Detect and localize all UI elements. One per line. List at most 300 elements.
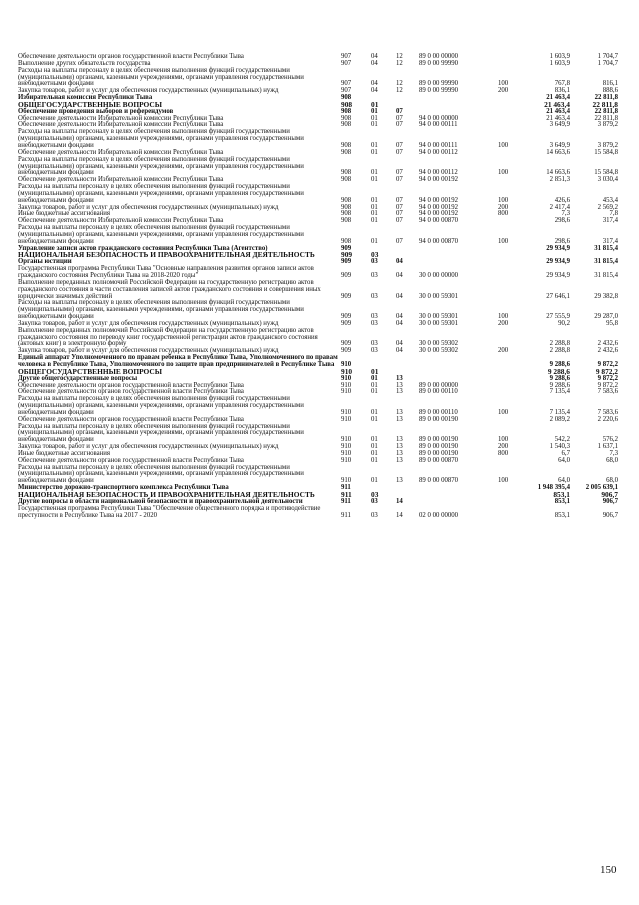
row-amount-year1: 853,1: [554, 511, 570, 519]
row-name: Выполнение переданных полномочий Российской Федерации на государственную регистрацию актов гражданского состояния по переводу книг государственной регистрации актов гражданского состояния (актовых книг) в электронную форму: [18, 326, 318, 348]
row-name: Обеспечение деятельности Избирательной комиссии Республики Тыва: [18, 148, 224, 156]
row-target-article: 94 0 00 00111: [419, 141, 458, 149]
row-admin-code: 908: [341, 148, 352, 156]
row-amount-year2: 7,3: [609, 449, 618, 457]
row-subsection: 13: [396, 408, 403, 416]
row-name: Закупка товаров, работ и услуг для обеспечения государственных (муниципальных) нужд: [18, 203, 279, 211]
row-expense-type: 100: [498, 477, 509, 485]
row-amount-year2: 3 879,2: [597, 121, 618, 129]
row-section: 03: [371, 340, 378, 348]
row-name: Избирательная комиссия Республики Тыва: [18, 94, 153, 102]
table-row: [18, 424, 618, 445]
row-subsection: 13: [396, 436, 403, 444]
row-name: Другие вопросы в области национальной безопасности и правоохранительной деятельности: [18, 497, 303, 505]
row-target-article: 30 0 00 59301: [419, 319, 459, 327]
row-admin-code: 909: [341, 250, 353, 260]
row-amount-year1: 9 288,6: [547, 366, 570, 376]
row-section: 03: [371, 319, 378, 327]
row-subsection: 07: [396, 196, 403, 204]
row-amount-year1: 853,1: [554, 497, 570, 505]
row-amount-year2: 317,4: [602, 217, 618, 225]
row-admin-code: 909: [341, 258, 352, 266]
row-amount-year1: 1 948 395,4: [537, 484, 570, 492]
row-subsection: 07: [396, 107, 403, 115]
row-amount-year1: 21 463,4: [546, 94, 570, 102]
row-target-article: 94 0 00 00870: [419, 217, 459, 225]
row-section: 03: [371, 292, 378, 300]
row-name: Обеспечение деятельности органов государственной власти Республики Тыва: [18, 381, 244, 389]
row-amount-year2: 9 872,2: [597, 381, 618, 389]
row-amount-year1: 298,6: [554, 217, 570, 225]
row-section: 01: [371, 114, 378, 122]
row-section: 04: [371, 80, 378, 88]
row-amount-year1: 29 934,9: [546, 258, 570, 266]
row-admin-code: 907: [341, 87, 352, 95]
row-subsection: 12: [396, 87, 403, 95]
row-admin-code: 907: [341, 80, 352, 88]
row-target-article: 89 0 00 00000: [419, 53, 459, 60]
row-name: Выполнение переданных полномочий Российской Федерации на государственную регистрацию актов гражданского состояния в части составления записей актов гражданского состояния и совершения иных юридически значимых действий: [18, 278, 321, 300]
row-amount-year2: 2 220,6: [597, 415, 618, 423]
row-expense-type: 100: [498, 141, 509, 149]
row-subsection: 12: [396, 53, 403, 60]
row-amount-year1: 2 288,8: [549, 340, 570, 348]
row-expense-type: 200: [498, 319, 509, 327]
row-target-article: 30 0 00 59302: [419, 347, 459, 355]
row-amount-year1: 853,1: [553, 490, 570, 499]
row-name: Обеспечение деятельности Избирательной комиссии Республики Тыва: [18, 176, 224, 184]
row-admin-code: 908: [341, 210, 352, 218]
row-name: Управление записи актов гражданского состояния Республики Тыва (Агентство): [18, 244, 268, 252]
row-name: Обеспечение деятельности Избирательной комиссии Республики Тыва: [18, 121, 224, 129]
row-amount-year1: 298,6: [554, 237, 570, 245]
row-admin-code: 909: [341, 313, 352, 321]
row-amount-year2: 576,2: [602, 436, 618, 444]
row-amount-year2: 29 287,0: [594, 313, 618, 321]
row-admin-code: 908: [341, 217, 352, 225]
row-admin-code: 908: [341, 107, 352, 115]
table-row: [18, 328, 618, 349]
row-admin-code: 911: [341, 484, 351, 492]
row-admin-code: 909: [341, 347, 352, 355]
row-amount-year2: 3 030,4: [597, 176, 618, 184]
row-amount-year1: 2 417,4: [549, 203, 570, 211]
row-target-article: 30 0 00 59301: [419, 313, 459, 321]
row-name: Закупка товаров, работ и услуг для обеспечения государственных (муниципальных) нужд: [18, 87, 279, 95]
row-amount-year1: 6,7: [561, 449, 570, 457]
row-expense-type: 200: [498, 347, 509, 355]
row-amount-year2: 31 815,4: [594, 272, 618, 279]
row-section: 01: [371, 176, 378, 184]
row-admin-code: 908: [341, 237, 352, 245]
row-admin-code: 910: [341, 408, 352, 416]
table-row: [18, 506, 618, 520]
row-amount-year1: 29 934,9: [546, 272, 570, 279]
row-section: 01: [371, 415, 378, 423]
row-amount-year1: 64,0: [558, 477, 570, 485]
row-amount-year1: 27 555,9: [546, 313, 570, 321]
row-section: 01: [371, 217, 378, 225]
row-amount-year2: 888,6: [602, 87, 618, 95]
row-admin-code: 908: [341, 94, 352, 102]
row-admin-code: 908: [341, 114, 352, 122]
row-amount-year1: 7,3: [561, 210, 570, 218]
row-subsection: 07: [396, 114, 403, 122]
row-amount-year1: 21 463,4: [546, 107, 570, 115]
row-name: Обеспечение деятельности Избирательной комиссии Республики Тыва: [18, 217, 224, 225]
row-admin-code: 910: [341, 374, 352, 382]
row-admin-code: 911: [341, 490, 352, 499]
row-amount-year2: 7 583,6: [597, 408, 618, 416]
row-section: 03: [371, 511, 378, 519]
row-expense-type: 100: [498, 80, 509, 88]
row-target-article: 94 0 00 00192: [419, 210, 459, 218]
row-amount-year2: 7 583,6: [597, 388, 618, 396]
row-admin-code: 911: [341, 511, 351, 519]
row-name: Закупка товаров, работ и услуг для обеспечения государственных (муниципальных) нужд: [18, 319, 279, 327]
row-amount-year2: 9 872,2: [597, 374, 618, 382]
row-subsection: 07: [396, 210, 403, 218]
row-section: 01: [371, 366, 379, 376]
row-subsection: 07: [396, 237, 403, 245]
row-name: Расходы на выплаты персоналу в целях обеспечения выполнения функций государственными (муниципальными) органами, казенными учреждениями, органами управления государственными внебюджетными фондами: [18, 224, 304, 245]
row-admin-code: 911: [341, 497, 351, 505]
row-subsection: 07: [396, 121, 403, 129]
row-amount-year1: 767,8: [554, 80, 570, 88]
row-section: 03: [371, 250, 379, 260]
row-amount-year1: 9 288,6: [549, 381, 570, 389]
row-section: 01: [371, 408, 378, 416]
row-amount-year2: 68,0: [606, 456, 618, 464]
row-amount-year1: 29 934,9: [546, 244, 570, 252]
row-expense-type: 800: [498, 449, 509, 457]
row-amount-year1: 21 463,4: [546, 114, 570, 122]
row-subsection: 04: [396, 347, 403, 355]
row-admin-code: 910: [341, 443, 352, 451]
row-amount-year2: 3 879,2: [597, 141, 618, 149]
row-expense-type: 200: [498, 203, 509, 211]
row-name: Расходы на выплаты персоналу в целях обеспечения выполнения функций государственными (муниципальными) органами, казенными учреждениями, органами управления государственными внебюджетными фондами: [18, 422, 304, 444]
row-amount-year1: 542,2: [554, 436, 570, 444]
row-subsection: 13: [396, 443, 403, 451]
row-subsection: 04: [396, 319, 403, 327]
row-subsection: 14: [396, 511, 403, 519]
table-row: [18, 68, 618, 89]
row-admin-code: 908: [341, 176, 352, 184]
row-subsection: 04: [396, 340, 403, 348]
row-name: Обеспечение проведения выборов и референдумов: [18, 107, 174, 115]
row-name: Закупка товаров, работ и услуг для обеспечения государственных (муниципальных) нужд: [18, 347, 279, 355]
row-amount-year2: 906,7: [601, 490, 618, 499]
row-amount-year1: 21 463,4: [544, 99, 570, 109]
budget-table: [18, 54, 618, 519]
row-target-article: 89 0 00 00870: [419, 477, 459, 485]
row-amount-year1: 3 649,9: [549, 141, 570, 149]
row-section: 01: [371, 436, 378, 444]
row-admin-code: 908: [341, 169, 352, 177]
row-amount-year2: 2 432,6: [597, 347, 618, 355]
row-section: 04: [371, 87, 378, 95]
row-subsection: 13: [396, 477, 403, 485]
row-amount-year2: 22 811,8: [592, 99, 618, 109]
row-name: Иные бюджетные ассигнования: [18, 210, 111, 218]
row-admin-code: 908: [341, 196, 352, 204]
row-section: 03: [371, 272, 378, 279]
row-admin-code: 909: [341, 319, 352, 327]
row-target-article: 89 0 00 99990: [419, 87, 459, 95]
row-name: Иные бюджетные ассигнования: [18, 449, 111, 457]
row-section: 01: [371, 381, 378, 389]
row-target-article: 89 0 00 00190: [419, 436, 459, 444]
row-expense-type: 800: [498, 210, 509, 218]
row-subsection: 13: [396, 456, 403, 464]
row-subsection: 04: [396, 258, 403, 266]
table-row: [18, 300, 618, 321]
row-expense-type: 200: [498, 443, 509, 451]
row-amount-year1: 3 649,9: [549, 121, 570, 129]
row-name: Расходы на выплаты персоналу в целях обеспечения выполнения функций государственными (муниципальными) органами, казенными учреждениями, органами управления государственными внебюджетными фондами: [18, 395, 304, 416]
row-subsection: 04: [396, 292, 403, 300]
row-amount-year2: 15 584,8: [594, 169, 618, 177]
row-name: Расходы на выплаты персоналу в целях обеспечения выполнения функций государственными (муниципальными) органами, казенными учреждениями, органами управления государственными внебюджетными фондами: [18, 128, 304, 149]
row-admin-code: 908: [341, 141, 352, 149]
row-amount-year2: 7,8: [609, 210, 618, 218]
row-amount-year2: 31 815,4: [594, 244, 618, 252]
table-row: [18, 396, 618, 417]
row-name: Министерство дорожно-транспортного комплекса Республики Тыва: [18, 484, 229, 492]
row-target-article: 94 0 00 00192: [419, 196, 459, 204]
row-admin-code: 909: [341, 272, 352, 279]
row-admin-code: 907: [341, 59, 352, 67]
row-target-article: 94 0 00 00192: [419, 203, 459, 211]
row-amount-year1: 2 851,3: [549, 176, 570, 184]
row-name: Выполнение других обязательств государства: [18, 59, 151, 67]
table-row: [18, 465, 618, 486]
row-admin-code: 908: [341, 121, 352, 129]
row-subsection: 13: [396, 374, 403, 382]
row-name: Обеспечение деятельности органов государственной власти Республики Тыва: [18, 415, 244, 423]
row-target-article: 89 0 00 00110: [419, 388, 458, 396]
row-amount-year2: 2 005 639,1: [585, 484, 618, 492]
row-subsection: 13: [396, 449, 403, 457]
row-amount-year2: 453,4: [602, 196, 618, 204]
row-amount-year1: 1 603,9: [549, 53, 570, 60]
row-section: 01: [371, 141, 378, 149]
table-row: [18, 129, 618, 150]
table-row: [18, 157, 618, 178]
row-section: 03: [371, 497, 378, 505]
row-target-article: 94 0 00 00111: [419, 121, 458, 129]
row-name: Расходы на выплаты персоналу в целях обеспечения выполнения функций государственными (муниципальными) органами, казенными учреждениями, органами управления государственными внебюджетными фондами: [18, 299, 304, 321]
row-section: 01: [371, 107, 378, 115]
row-subsection: 07: [396, 141, 403, 149]
row-target-article: 94 0 00 00000: [419, 114, 459, 122]
row-amount-year2: 9 872,2: [597, 360, 618, 368]
row-name: Обеспечение деятельности Избирательной комиссии Республики Тыва: [18, 114, 224, 122]
row-amount-year1: 2 288,8: [549, 347, 570, 355]
row-admin-code: 908: [341, 203, 352, 211]
row-section: 01: [371, 237, 378, 245]
table-row: [18, 225, 618, 246]
row-amount-year1: 426,6: [554, 196, 570, 204]
row-amount-year2: 15 584,8: [594, 148, 618, 156]
row-amount-year2: 906,7: [602, 497, 618, 505]
row-subsection: 07: [396, 169, 403, 177]
row-expense-type: 100: [498, 313, 509, 321]
row-target-article: 02 0 00 00000: [419, 511, 459, 519]
row-target-article: 30 0 00 59302: [419, 340, 459, 348]
row-target-article: 89 0 00 00870: [419, 456, 459, 464]
row-admin-code: 910: [341, 381, 352, 389]
row-target-article: 94 0 00 00112: [419, 148, 458, 156]
row-name: Государственная программа Республики Тыва "Основные направления развития органов записи актов гражданского состояния Республики Тыва на 2018-2020 годы": [18, 265, 314, 279]
row-name: НАЦИОНАЛЬНАЯ БЕЗОПАСНОСТЬ И ПРАВООХРАНИТЕЛЬНАЯ ДЕЯТЕЛЬНОСТЬ: [18, 490, 315, 499]
row-target-article: 30 0 00 59301: [419, 292, 459, 300]
row-subsection: 13: [396, 415, 403, 423]
row-name: НАЦИОНАЛЬНАЯ БЕЗОПАСНОСТЬ И ПРАВООХРАНИТЕЛЬНАЯ ДЕЯТЕЛЬНОСТЬ: [18, 250, 315, 260]
row-amount-year1: 9 288,6: [549, 374, 570, 382]
row-target-article: 89 0 00 00110: [419, 408, 458, 416]
row-section: 01: [371, 203, 378, 211]
row-name: ОБЩЕГОСУДАРСТВЕННЫЕ ВОПРОСЫ: [18, 99, 162, 109]
row-amount-year2: 1 704,7: [597, 53, 618, 60]
row-target-article: 89 0 00 00190: [419, 443, 459, 451]
row-name: Обеспечение деятельности органов государственной власти Республики Тыва: [18, 456, 244, 464]
row-admin-code: 909: [341, 244, 352, 252]
row-admin-code: 910: [341, 360, 352, 368]
table-row: [18, 184, 618, 205]
row-expense-type: 100: [498, 196, 509, 204]
row-amount-year2: 22 811,8: [594, 107, 618, 115]
row-section: 01: [371, 477, 378, 485]
row-section: 01: [371, 374, 378, 382]
row-admin-code: 910: [341, 449, 352, 457]
row-section: 03: [371, 313, 378, 321]
row-name: Обеспечение деятельности органов государственной власти Республики Тыва: [18, 388, 244, 396]
table-row: [18, 280, 618, 301]
row-section: 01: [371, 169, 378, 177]
row-admin-code: 910: [341, 477, 352, 485]
row-section: 01: [371, 443, 378, 451]
row-section: 01: [371, 449, 378, 457]
row-section: 01: [371, 148, 378, 156]
row-section: 01: [371, 210, 378, 218]
row-amount-year2: 22 811,8: [594, 114, 618, 122]
row-amount-year2: 1 637,1: [597, 443, 618, 451]
row-admin-code: 910: [341, 436, 352, 444]
row-admin-code: 910: [341, 388, 352, 396]
row-amount-year2: 816,1: [602, 80, 618, 88]
row-name: Расходы на выплаты персоналу в целях обеспечения выполнения функций государственными (муниципальными) органами, казенными учреждениями, органами управления государственными внебюджетными фондами: [18, 66, 304, 88]
row-amount-year2: 1 704,7: [597, 59, 618, 67]
row-admin-code: 910: [341, 366, 353, 376]
row-target-article: 89 0 00 99990: [419, 80, 459, 88]
row-amount-year2: 906,7: [602, 511, 618, 519]
row-expense-type: 100: [498, 436, 509, 444]
row-section: 03: [371, 258, 378, 266]
row-amount-year1: 64,0: [558, 456, 570, 464]
row-subsection: 14: [396, 497, 403, 505]
row-amount-year2: 31 815,4: [594, 258, 618, 266]
row-amount-year2: 317,4: [602, 237, 618, 245]
row-admin-code: 907: [341, 53, 352, 60]
page-number: 150: [600, 864, 617, 876]
row-amount-year1: 7 135,4: [549, 408, 570, 416]
row-section: 03: [371, 347, 378, 355]
row-amount-year1: 1 540,3: [549, 443, 570, 451]
row-subsection: 07: [396, 148, 403, 156]
row-target-article: 89 0 00 00000: [419, 381, 459, 389]
row-subsection: 12: [396, 80, 403, 88]
row-name: Другие общегосударственные вопросы: [18, 374, 138, 382]
row-admin-code: 910: [341, 415, 352, 423]
row-amount-year1: 7 135,4: [549, 388, 570, 396]
row-admin-code: 909: [341, 340, 352, 348]
row-subsection: 07: [396, 217, 403, 225]
row-expense-type: 200: [498, 87, 509, 95]
row-section: 01: [371, 121, 378, 129]
row-subsection: 13: [396, 381, 403, 389]
row-target-article: 94 0 00 00192: [419, 176, 459, 184]
row-name: Единый аппарат Уполномоченного по правам ребенка в Республике Тыва, Уполномоченного по правам человека в Республике Тыва, Уполномоченного по защите прав предпринимателей в Республике Тыва: [18, 354, 338, 368]
row-section: 01: [371, 388, 378, 396]
row-target-article: 94 0 00 00112: [419, 169, 458, 177]
row-amount-year2: 95,8: [606, 319, 618, 327]
row-admin-code: 908: [341, 99, 353, 109]
row-section: 04: [371, 59, 378, 67]
row-amount-year2: 29 382,8: [594, 292, 618, 300]
row-name: Органы юстиции: [18, 258, 72, 266]
row-amount-year2: 2 432,6: [597, 340, 618, 348]
row-subsection: 13: [396, 388, 403, 396]
row-name: Государственная программа Республики Тыва "Обеспечение общественного порядка и противодействие преступности в Республике Тыва на 2017 - 2020: [18, 504, 321, 519]
row-amount-year2: 2 569,2: [597, 203, 618, 211]
row-expense-type: 100: [498, 237, 509, 245]
row-admin-code: 910: [341, 456, 352, 464]
table-row: [18, 252, 618, 259]
row-target-article: 89 0 00 00190: [419, 415, 459, 423]
row-amount-year1: 14 663,6: [546, 169, 570, 177]
row-name: Обеспечение деятельности органов государственной власти Республики Тыва: [18, 53, 244, 60]
row-expense-type: 100: [498, 408, 509, 416]
row-section: 01: [371, 99, 379, 109]
row-subsection: 07: [396, 176, 403, 184]
row-name: ОБЩЕГОСУДАРСТВЕННЫЕ ВОПРОСЫ: [18, 366, 162, 376]
row-subsection: 07: [396, 203, 403, 211]
row-section: 04: [371, 53, 378, 60]
row-name: Закупка товаров, работ и услуг для обеспечения государственных (муниципальных) нужд: [18, 443, 279, 451]
row-target-article: 89 0 00 99990: [419, 59, 459, 67]
row-amount-year1: 836,1: [554, 87, 570, 95]
row-amount-year2: 22 811,8: [594, 94, 618, 102]
table-row: [18, 266, 618, 280]
row-name: Расходы на выплаты персоналу в целях обеспечения выполнения функций государственными (муниципальными) органами, казенными учреждениями, органами управления государственными внебюджетными фондами: [18, 463, 304, 485]
row-amount-year1: 90,2: [558, 319, 570, 327]
row-amount-year1: 14 663,6: [546, 148, 570, 156]
row-target-article: 30 0 00 00000: [419, 272, 459, 279]
row-admin-code: 909: [341, 292, 352, 300]
row-amount-year2: 9 872,2: [595, 366, 618, 376]
row-section: 01: [371, 196, 378, 204]
row-section: 01: [371, 456, 378, 464]
row-section: 03: [371, 490, 379, 499]
row-name: Расходы на выплаты персоналу в целях обеспечения выполнения функций государственными (муниципальными) органами, казенными учреждениями, органами управления государственными внебюджетными фондами: [18, 183, 304, 204]
row-expense-type: 100: [498, 169, 509, 177]
row-subsection: 04: [396, 313, 403, 321]
row-amount-year1: 27 646,1: [546, 292, 570, 300]
row-name: Расходы на выплаты персоналу в целях обеспечения выполнения функций государственными (муниципальными) органами, казенными учреждениями, органами управления государственными внебюджетными фондами: [18, 155, 304, 177]
row-subsection: 04: [396, 272, 403, 279]
